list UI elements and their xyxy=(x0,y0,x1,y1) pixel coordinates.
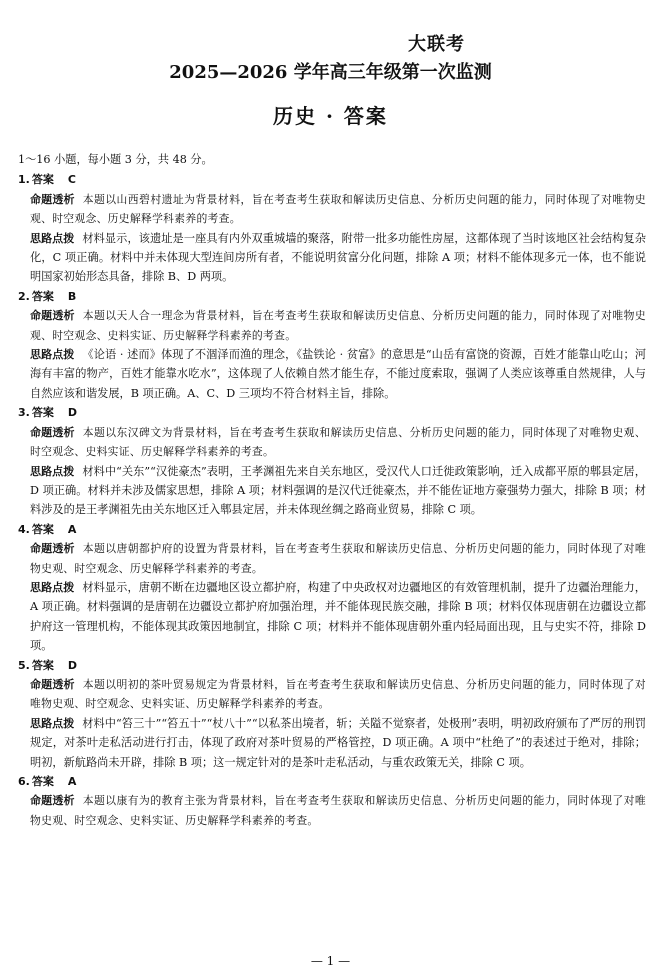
hint-paragraph xyxy=(18,229,646,287)
hint-label: 思路点拨 xyxy=(30,464,75,478)
answer-choice: B xyxy=(67,289,77,303)
intent-paragraph xyxy=(18,675,646,714)
subject-title: 历史 · 答案 xyxy=(273,104,388,128)
hint-paragraph xyxy=(18,345,646,403)
question-answer-line xyxy=(18,403,646,422)
hint-label: 思路点拨 xyxy=(30,580,75,594)
answer-label: 答案 xyxy=(31,775,54,788)
hint-text: 材料中“笞三十”“笞五十”“杖八十”“以私茶出境者，斩；关隘不觉察者，处极刑”表明，明初政府颁布了严厉的刑罚规定，对茶叶走私活动进行打击，体现了政府对茶叶贸易的严格管控，D 项正确。A 项中“杜绝了”的表述过于绝对，排除；明初，新航路尚未开辟，排除 B 项；这一规定针对的是茶叶走私活动，与重农政策无关，排除 C 项。 xyxy=(30,716,647,769)
intent-text: 本题以东汉碑文为背景材料，旨在考查考生获取和解读历史信息、分析历史问题的能力，同时体现了对唯物史观、时空观念、史料实证、历史解释学科素养的考查。 xyxy=(30,425,647,459)
question-item xyxy=(18,772,646,830)
intent-text: 本题以康有为的教育主张为背景材料，旨在考查考生获取和解读历史信息、分析历史问题的能力，同时体现了对唯物史观、时空观念、史料实证、历史解释学科素养的考查。 xyxy=(30,794,647,827)
page-number: — 1 — xyxy=(310,954,351,968)
hint-text: 材料中“关东”“汉徙豪杰”表明，王孝渊祖先来自关东地区，受汉代人口迁徙政策影响，迁入成都平原的郫县定居，D 项正确。材料并未涉及儒家思想，排除 A 项；材料强调的是汉代迁徙豪杰，并不能佐证地方豪强势力强大，排除 B 项；材料涉及的是王孝渊祖先由关东地区迁入郫县定居，并未体现丝绸之路商业贸易，排除 C 项。 xyxy=(30,464,646,517)
hint-text: 材料显示，唐朝不断在边疆地区设立都护府，构建了中央政权对边疆地区的有效管理机制，提升了边疆治理能力，A 项正确。材料强调的是唐朝在边疆设立都护府加强治理，并不能体现民族交融，排除 B 项；材料仅体现唐朝在边疆设立都护府这一管理机构，不能体现其政策因地制宜，排除 C 项；材料并不能体现唐朝外重内轻局面出现，且与史实不符，排除 D 项。 xyxy=(30,580,646,653)
intent-text: 本题以山西碧村遗址为背景材料，旨在考查考生获取和解读历史信息、分析历史问题的能力，同时体现了对唯物史观、时空观念、历史解释学科素养的考查。 xyxy=(30,192,647,226)
brand-name: 大联考 xyxy=(408,34,465,55)
exam-title: 2025—2026 学年高三年级第一次监测 xyxy=(169,62,492,83)
question-item xyxy=(18,520,646,656)
question-list xyxy=(18,170,646,830)
question-number: 6. xyxy=(18,775,30,788)
intent-paragraph xyxy=(18,791,646,830)
question-number: 4. xyxy=(18,522,30,536)
intent-paragraph xyxy=(18,539,646,578)
intent-paragraph xyxy=(18,190,646,229)
intent-text: 本题以天人合一理念为背景材料，旨在考查考生获取和解读历史信息、分析历史问题的能力，同时体现了对唯物史观、时空观念、史料实证、历史解释学科素养的考查。 xyxy=(30,309,647,342)
intent-label: 命题透析 xyxy=(30,794,75,808)
scoring-intro: 1～16 小题，每小题 3 分，共 48 分。 xyxy=(18,153,213,166)
hint-paragraph xyxy=(18,462,646,520)
question-answer-line xyxy=(18,656,646,675)
question-item xyxy=(18,403,646,519)
intent-text: 本题以唐朝都护府的设置为背景材料，旨在考查考生获取和解读历史信息、分析历史问题的能力，同时体现了对唯物史观、时空观念、历史解释学科素养的考查。 xyxy=(30,542,647,575)
intent-paragraph xyxy=(18,423,646,462)
intent-label: 命题透析 xyxy=(30,309,75,323)
intent-label: 命题透析 xyxy=(30,677,75,691)
answer-label: 答案 xyxy=(31,522,54,536)
hint-label: 思路点拨 xyxy=(30,348,75,362)
hint-text: 材料显示，该遗址是一座具有内外双重城墙的聚落，附带一批多功能性房屋，这都体现了当时该地区社会结构复杂化，C 项正确。材料中并未体现大型连间房所有者，不能说明贫富分化问题，排除 A 项；材料不能体现多元一体，也不能说明国家初始形态具备，排除 B、D 两项。 xyxy=(30,231,646,284)
question-number: 2. xyxy=(18,289,30,303)
hint-label: 思路点拨 xyxy=(30,716,75,730)
intent-label: 命题透析 xyxy=(30,542,75,556)
question-item xyxy=(18,656,646,772)
answer-choice: A xyxy=(67,522,77,536)
question-number: 1. xyxy=(18,173,30,187)
answer-content xyxy=(18,150,646,830)
answer-choice: A xyxy=(67,775,77,788)
answer-label: 答案 xyxy=(31,406,54,420)
question-number: 5. xyxy=(18,658,30,672)
hint-text: 《论语 · 述而》体现了不涸泽而渔的理念，《盐铁论 · 贫富》的意思是“山岳有富饶的资源，百姓才能靠山吃山；河海有丰富的物产，百姓才能靠水吃水”，这体现了人依赖自然才能生存，不能过度索取，强调了人类应该尊重自然规律，人与自然应该和谐发展，B 项正确。A、C、D 三项均不符合材料主旨，排除。 xyxy=(30,348,647,400)
intent-text: 本题以明初的茶叶贸易规定为背景材料，旨在考查考生获取和解读历史信息、分析历史问题的能力，同时体现了对唯物史观、时空观念、史料实证、历史解释学科素养的考查。 xyxy=(30,677,647,711)
question-item xyxy=(18,170,646,286)
hint-paragraph xyxy=(18,714,646,772)
answer-label: 答案 xyxy=(31,289,54,303)
question-number: 3. xyxy=(18,406,30,420)
answer-label: 答案 xyxy=(31,173,54,187)
question-item xyxy=(18,287,646,403)
answer-choice: C xyxy=(67,173,76,187)
question-answer-line xyxy=(18,520,646,539)
intent-paragraph xyxy=(18,306,646,345)
hint-label: 思路点拨 xyxy=(30,231,75,245)
question-answer-line xyxy=(18,772,646,791)
intent-label: 命题透析 xyxy=(30,192,75,206)
hint-paragraph xyxy=(18,578,646,656)
intent-label: 命题透析 xyxy=(30,425,75,439)
answer-choice: D xyxy=(67,406,77,420)
question-answer-line xyxy=(18,170,646,189)
answer-label: 答案 xyxy=(31,658,54,672)
question-answer-line xyxy=(18,287,646,306)
answer-choice: D xyxy=(67,658,77,672)
